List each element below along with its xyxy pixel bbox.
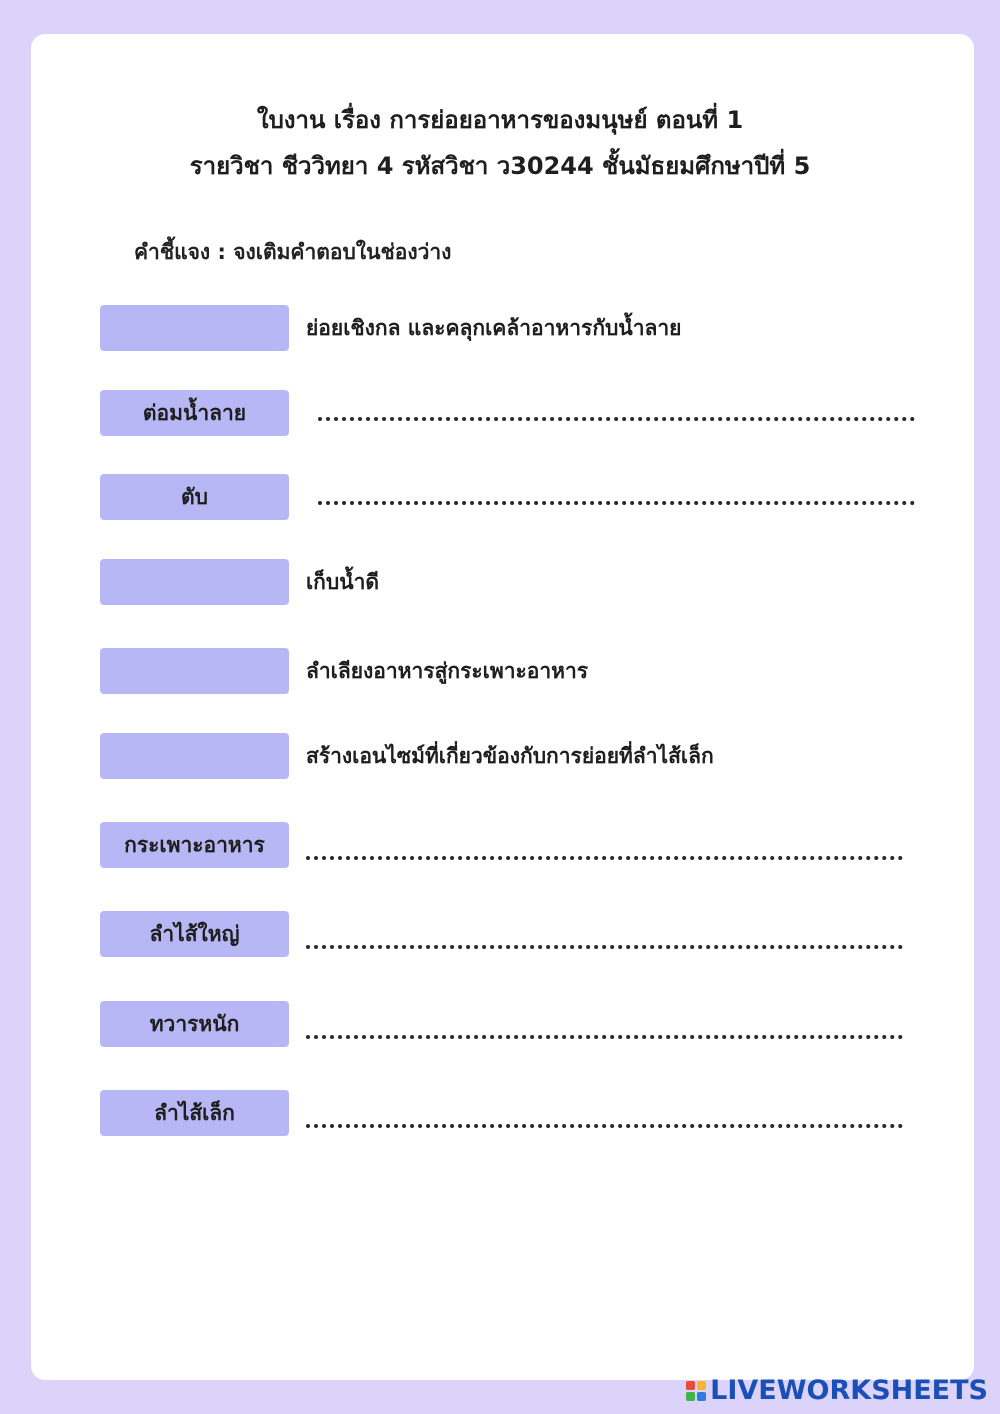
question-row <box>0 305 1000 353</box>
question-row <box>0 911 1000 959</box>
question-row <box>0 733 1000 781</box>
answer-blank-line[interactable] <box>306 945 903 949</box>
organ-label-box: ลำไส้ใหญ่ <box>100 911 289 957</box>
organ-label-box: ต่อมน้ำลาย <box>100 390 289 436</box>
liveworksheets-logo <box>686 1376 988 1406</box>
answer-blank-line[interactable] <box>318 501 915 505</box>
function-description: สร้างเอนไซม์ที่เกี่ยวข้องกับการย่อยที่ลำไส้เล็ก <box>306 743 714 768</box>
answer-box[interactable] <box>100 559 289 605</box>
answer-blank-line[interactable] <box>306 1035 903 1039</box>
function-description: ลำเลียงอาหารสู่กระเพาะอาหาร <box>306 658 589 683</box>
question-row <box>0 1001 1000 1049</box>
logo-wordmark: LIVEWORKSHEETS <box>710 1375 988 1406</box>
question-row <box>0 648 1000 696</box>
function-description: เก็บน้ำดี <box>306 569 380 594</box>
question-row <box>0 390 1000 438</box>
question-row <box>0 822 1000 870</box>
worksheet-title: ใบงาน เรื่อง การย่อยอาหารของมนุษย์ ตอนที่ 1 <box>256 106 744 134</box>
organ-label-box: ทวารหนัก <box>100 1001 289 1047</box>
instruction-text: คำชี้แจง : จงเติมคำตอบในช่องว่าง <box>134 240 452 264</box>
answer-box[interactable] <box>100 648 289 694</box>
question-row <box>0 559 1000 607</box>
organ-label-box: ตับ <box>100 474 289 520</box>
worksheet-subtitle: รายวิชา ชีววิทยา 4 รหัสวิชา ว30244 ชั้นมัธยมศึกษาปีที่ 5 <box>189 152 811 180</box>
organ-label-box: ลำไส้เล็ก <box>100 1090 289 1136</box>
answer-blank-line[interactable] <box>318 417 915 421</box>
answer-blank-line[interactable] <box>306 856 903 860</box>
answer-box[interactable] <box>100 305 289 351</box>
liveworksheets-logo-icon <box>686 1381 706 1401</box>
answer-box[interactable] <box>100 733 289 779</box>
organ-label-box: กระเพาะอาหาร <box>100 822 289 868</box>
answer-blank-line[interactable] <box>306 1124 903 1128</box>
question-row <box>0 1090 1000 1138</box>
function-description: ย่อยเชิงกล และคลุกเคล้าอาหารกับน้ำลาย <box>306 315 682 340</box>
question-row <box>0 474 1000 522</box>
